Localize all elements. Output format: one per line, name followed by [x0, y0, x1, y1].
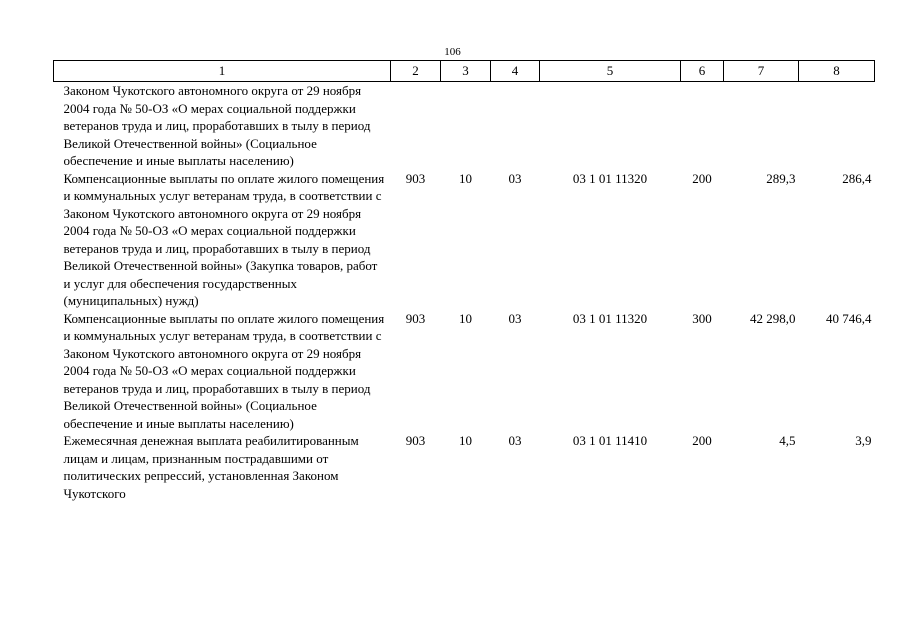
row-description: Компенсационные выплаты по оплате жилого помещения и коммунальных услуг ветеранам труда, в соответствии с Законом Чукотского автономного округа от 29 ноября 2004 года № 50-ОЗ «О мерах социальной поддержки ветеранов труда и лиц, проработавших в тылу в период Великой Отечественной войны» (Закупка товаров, работ и услуг для обеспечения государственных (муниципальных) нужд) — [63, 170, 385, 308]
section-code: 10 — [459, 170, 472, 186]
column-header: 5 — [540, 61, 681, 82]
target-article-code: 03 1 01 11410 — [572, 433, 648, 448]
table-row — [54, 432, 875, 502]
row-description: Компенсационные выплаты по оплате жилого помещения и коммунальных услуг ветеранам труда, в соответствии с Законом Чукотского автономного округа от 29 ноября 2004 года № 50-ОЗ «О мерах социальной поддержки ветеранов труда и лиц, проработавших в тылу в период Великой Отечественной войны» (Социальное обеспечение и иные выплаты населению) — [63, 310, 385, 431]
section-code — [441, 82, 491, 170]
ministry-code: 903 — [405, 433, 426, 448]
row-description: Ежемесячная денежная выплата реабилитированным лицам и лицам, признанным пострадавшими от политических репрессий, установленная Законом Чукотского — [63, 433, 359, 501]
target-article-code: 03 1 01 11320 — [572, 170, 648, 186]
target-article-code: 03 1 01 11320 — [572, 310, 648, 326]
amount-executed: 286,4 — [842, 170, 872, 186]
header-row — [54, 61, 875, 82]
budget-table — [53, 60, 875, 502]
page-number: 106 — [444, 46, 461, 58]
ministry-code — [391, 82, 441, 170]
amount-planned — [724, 82, 799, 170]
expense-type-code — [681, 82, 724, 170]
subsection-code: 03 — [508, 433, 522, 448]
column-header: 3 — [441, 61, 491, 82]
subsection-code — [491, 82, 540, 170]
amount-planned: 42 298,0 — [750, 310, 796, 326]
table-row — [54, 310, 875, 433]
column-header: 2 — [391, 61, 441, 82]
column-header: 8 — [799, 61, 875, 82]
row-description: Законом Чукотского автономного округа от 29 ноября 2004 года № 50-ОЗ «О мерах социальной поддержки ветеранов труда и лиц, проработавших в тылу в период Великой Отечественной войны» (Социальное обеспечение и иные выплаты населению) — [63, 83, 371, 168]
expense-type-code: 200 — [692, 433, 712, 448]
table-row — [54, 82, 875, 170]
amount-executed: 3,9 — [855, 433, 872, 448]
expense-type-code: 300 — [692, 310, 712, 326]
column-header: 4 — [491, 61, 540, 82]
amount-executed: 40 746,4 — [826, 310, 872, 326]
amount-executed — [799, 82, 875, 170]
table-row — [54, 170, 875, 310]
column-header: 1 — [54, 61, 391, 82]
column-header: 6 — [681, 61, 724, 82]
expense-type-code: 200 — [692, 170, 712, 186]
ministry-code: 903 — [405, 310, 426, 326]
column-header: 7 — [724, 61, 799, 82]
ministry-code: 903 — [405, 170, 426, 186]
section-code: 10 — [459, 433, 472, 448]
subsection-code: 03 — [508, 310, 522, 326]
section-code: 10 — [459, 310, 472, 326]
subsection-code: 03 — [508, 170, 522, 186]
target-article-code — [540, 82, 681, 170]
amount-planned: 4,5 — [779, 433, 796, 448]
amount-planned: 289,3 — [766, 170, 796, 186]
